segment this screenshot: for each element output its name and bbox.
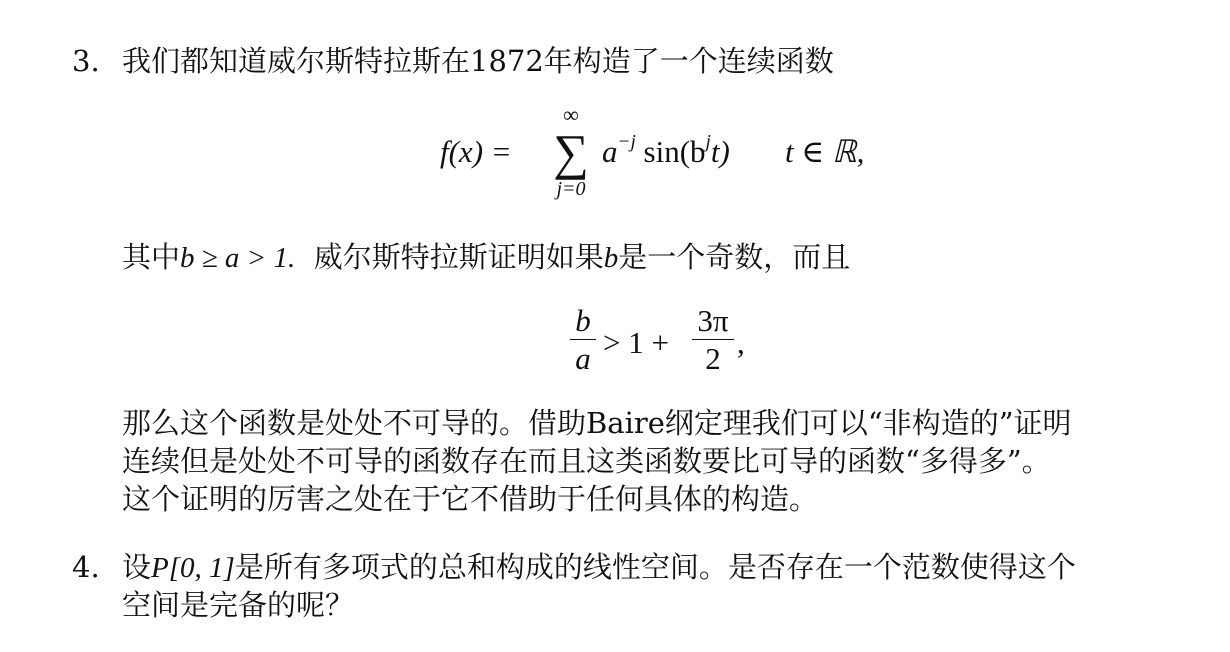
sum-upper-limit: ∞ bbox=[563, 102, 579, 127]
item-3-condition-line bbox=[122, 238, 850, 277]
weierstrass-function-equation bbox=[440, 104, 900, 204]
term-a-exponent: −j bbox=[617, 131, 636, 153]
fraction-bar bbox=[570, 339, 596, 340]
item-3-paragraph-line: 那么这个函数是处处不可导的。借助Baire纲定理我们可以“非构造的”证明 bbox=[122, 406, 1072, 440]
fraction-bar bbox=[692, 339, 734, 340]
item-3-intro-line: 我们都知道威尔斯特拉斯在1872年构造了一个连续函数 bbox=[122, 44, 834, 78]
item-3-paragraph-line: 连续但是处处不可导的函数存在而且这类函数要比可导的函数“多得多”。 bbox=[122, 444, 1051, 478]
condition-prefix: 其中 bbox=[122, 240, 181, 274]
condition-text-a: 威尔斯特拉斯证明如果 bbox=[295, 240, 604, 274]
term-b-exponent: j bbox=[705, 131, 711, 153]
sigma-symbol: ∑ bbox=[553, 124, 589, 180]
item-3-paragraph-line: 这个证明的厉害之处在于它不借助于任何具体的构造。 bbox=[122, 482, 819, 516]
question-text: 是所有多项式的总和构成的线性空间。是否存在一个范数使得这个 bbox=[234, 550, 1076, 584]
item-4-question-line bbox=[122, 548, 1076, 587]
ratio-inequality bbox=[570, 304, 770, 384]
condition-text-b: 是一个奇数，而且 bbox=[618, 240, 851, 274]
fraction-numerator: b bbox=[575, 303, 591, 338]
item-3-number: 3. bbox=[72, 44, 100, 78]
condition-math: b ≥ a > 1. bbox=[180, 242, 296, 274]
term-t: t) bbox=[710, 134, 730, 169]
sum-lower-limit: j=0 bbox=[556, 178, 586, 200]
summation bbox=[543, 104, 599, 200]
equation-lhs: f(x) = bbox=[440, 134, 512, 169]
fraction-3pi-over-2 bbox=[692, 304, 734, 376]
trailing-comma: , bbox=[737, 325, 745, 360]
fraction-denominator: 2 bbox=[705, 341, 721, 376]
equation-domain: t ∈ ℝ, bbox=[785, 134, 865, 169]
fraction-denominator: a bbox=[575, 341, 591, 376]
term-sin: sin(b bbox=[635, 134, 706, 169]
inequality-middle: > 1 + bbox=[603, 325, 669, 360]
equation-rhs bbox=[602, 131, 730, 170]
question-math: P[0, 1] bbox=[151, 552, 235, 584]
condition-var-b: b bbox=[603, 242, 619, 274]
question-prefix: 设 bbox=[122, 550, 152, 584]
term-a: a bbox=[602, 134, 618, 169]
item-4-question-line: 空间是完备的呢？ bbox=[122, 588, 355, 622]
fraction-b-over-a bbox=[570, 304, 596, 376]
item-4-number: 4. bbox=[72, 550, 100, 584]
fraction-numerator: 3π bbox=[697, 303, 729, 338]
